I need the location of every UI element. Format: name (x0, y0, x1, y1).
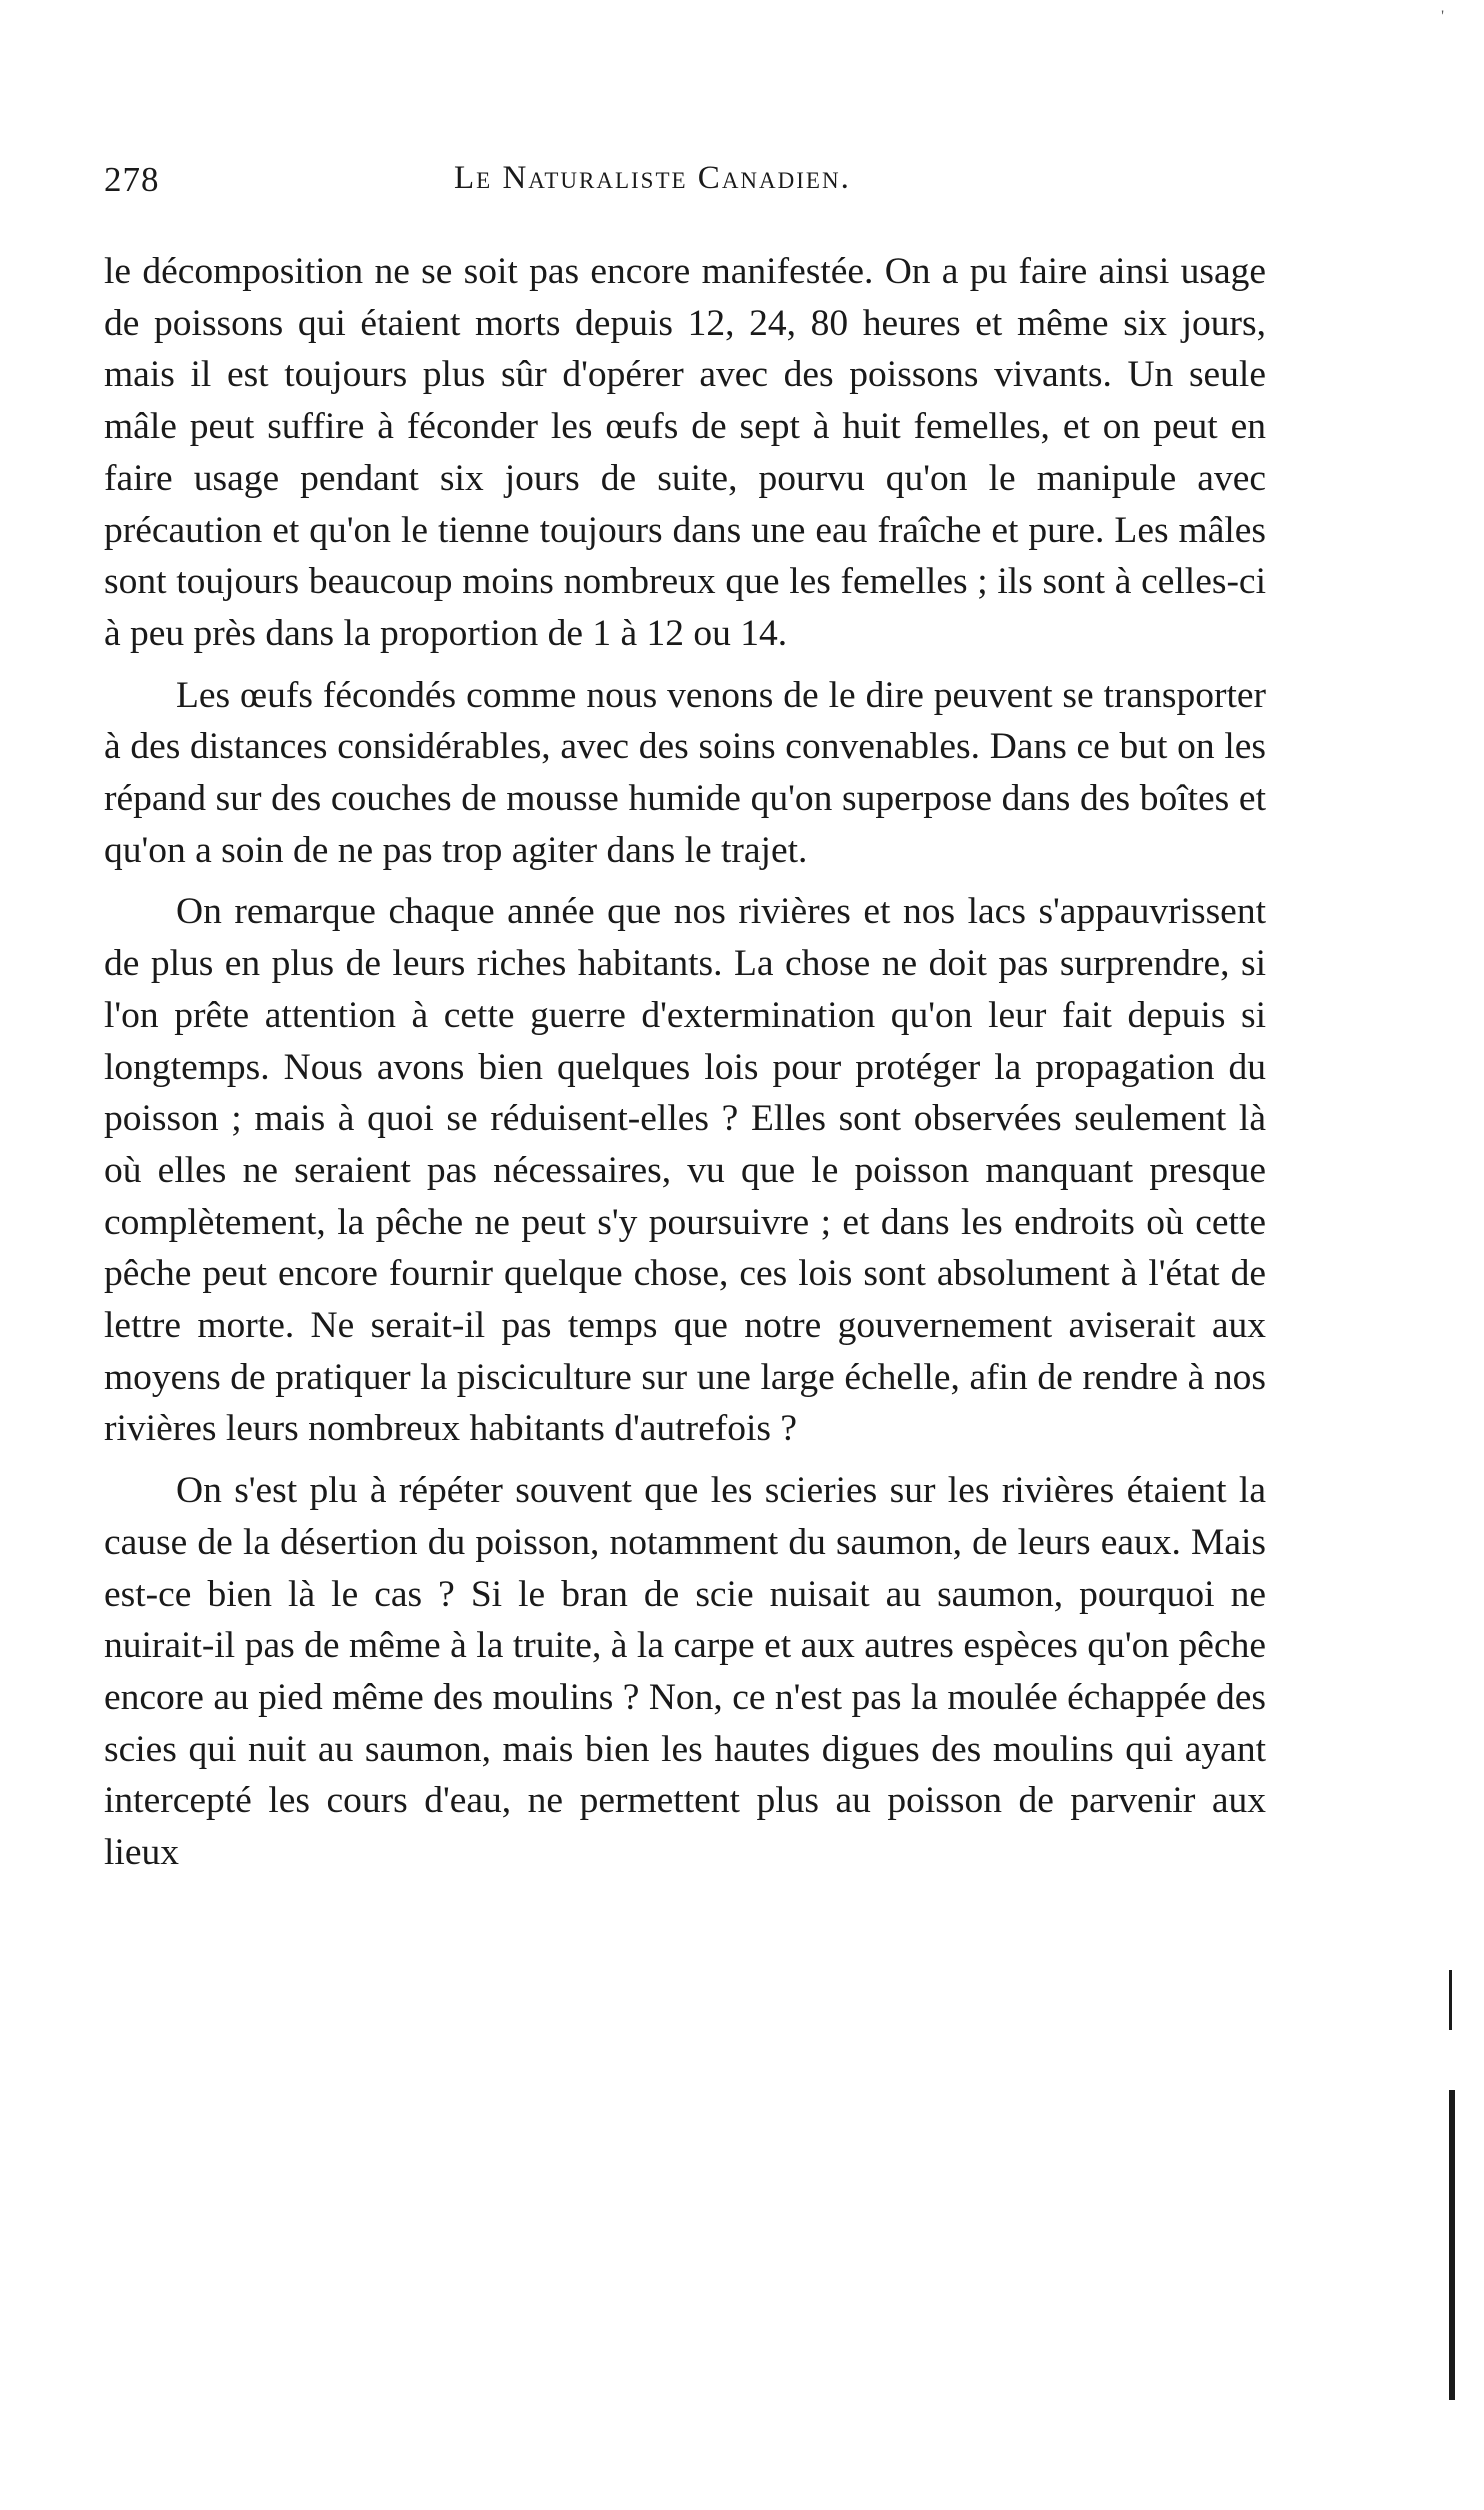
page-header (104, 160, 1264, 210)
scan-mark: ' (1441, 8, 1444, 25)
paragraph-4: On s'est plu à répéter souvent que les scieries sur les rivières étaient la cause de la désertion du poisson, notamment du saumon, de leurs eaux. Mais est-ce bien là le cas ? Si le bran de scie nuisait au saumon, pourquoi ne nuirait-il pas de même à la truite, à la carpe et aux autres espèces qu'on pêche encore au pied même des moulins ? Non, ce n'est pas la moulée échappée des scies qui nuit au saumon, mais bien les hautes digues des moulins qui ayant intercepté les cours d'eau, ne permettent plus au poisson de parvenir aux lieux (104, 1470, 1266, 1874)
body-text (104, 246, 1266, 1889)
paragraph-3: On remarque chaque année que nos rivières et nos lacs s'appauvrissent de plus en plus de leurs riches habitants. La chose ne doit pas surprendre, si l'on prête attention à cette guerre d'extermination qu'on leur fait depuis si longtemps. Nous avons bien quelques lois pour protéger la propagation du poisson ; mais à quoi se réduisent-elles ? Elles sont observées seulement là où elles ne seraient pas nécessaires, vu que le poisson manquant presque complètement, la pêche ne peut s'y poursuivre ; et dans les endroits où cette pêche peut encore fournir quelque chose, ces lois sont absolument à l'état de lettre morte. Ne serait-il pas temps que notre gouvernement aviserait aux moyens de pratiquer la pisciculture sur une large échelle, afin de rendre à nos rivières leurs nombreux habitants d'autrefois ? (104, 891, 1266, 1450)
margin-scan-line (1449, 2090, 1455, 2400)
paragraph-1: le décomposition ne se soit pas encore manifestée. On a pu faire ainsi usage de poissons qui étaient morts depuis 12, 24, 80 heures et même six jours, mais il est toujours plus sûr d'opérer avec des poissons vivants. Un seule mâle peut suffire à féconder les œufs de sept à huit femelles, et on peut en faire usage pendant six jours de suite, pourvu qu'on le manipule avec précaution et qu'on le tienne toujours dans une eau fraîche et pure. Les mâles sont toujours beaucoup moins nombreux que les femelles ; ils sont à celles-ci à peu près dans la proportion de 1 à 12 ou 14. (104, 251, 1266, 654)
margin-scan-line (1449, 1970, 1452, 2030)
running-title: Le Naturaliste Canadien. (454, 160, 851, 196)
page-number: 278 (104, 160, 160, 199)
paragraph-2: Les œufs fécondés comme nous venons de le dire peuvent se transporter à des distances considérables, avec des soins convenables. Dans ce but on les répand sur des couches de mousse humide qu'on superpose dans des boîtes et qu'on a soin de ne pas trop agiter dans le trajet. (104, 674, 1266, 871)
